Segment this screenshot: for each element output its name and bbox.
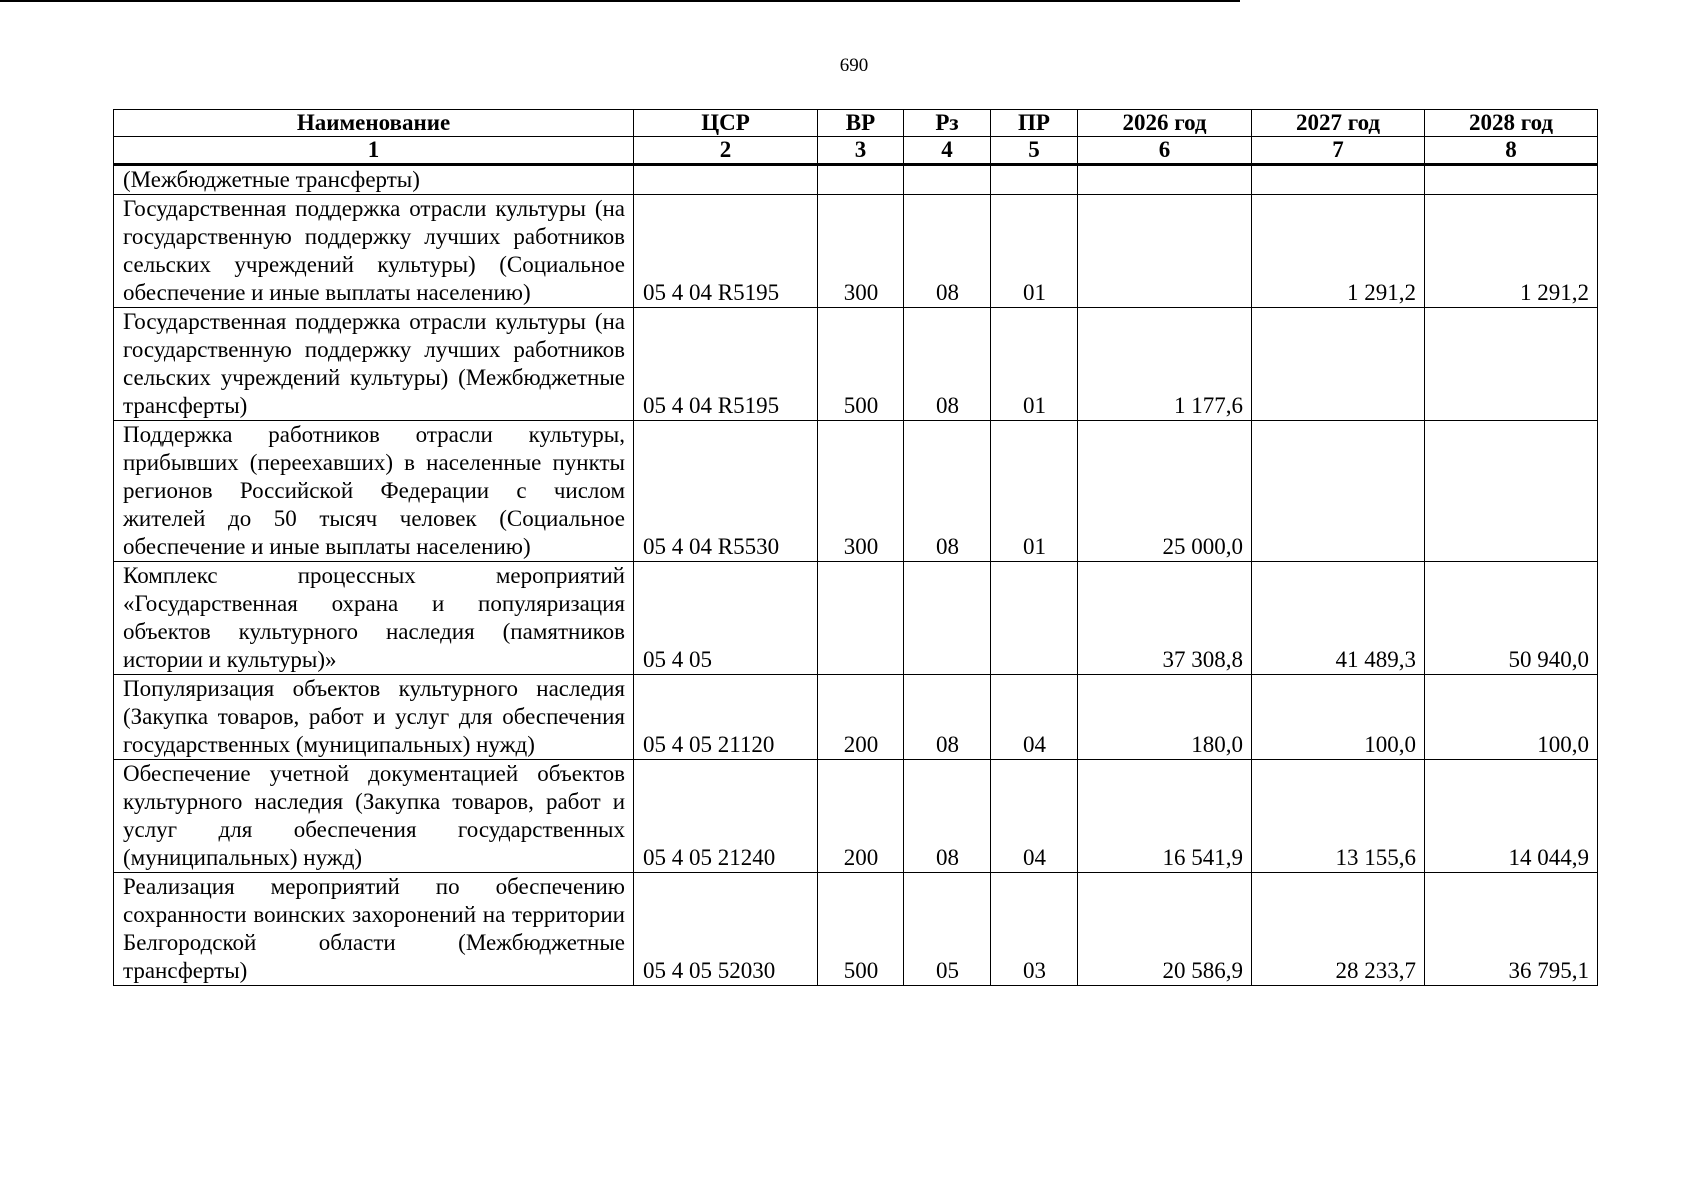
row-amount-2028: 50 940,0	[1425, 562, 1598, 675]
row-csr	[634, 165, 818, 195]
row-name: Реализация мероприятий по обеспечению сохранности воинских захоронений на территории Белгородской области (Межбюджетные трансферты)	[114, 873, 634, 986]
row-csr: 05 4 04 R5195	[634, 308, 818, 421]
row-pr	[991, 562, 1078, 675]
row-amount-2027: 13 155,6	[1252, 760, 1425, 873]
row-csr: 05 4 05 52030	[634, 873, 818, 986]
row-amount-2026: 37 308,8	[1078, 562, 1252, 675]
column-number: 1	[114, 137, 634, 165]
header-rz: Рз	[904, 110, 991, 137]
table-row	[114, 308, 1598, 421]
budget-table	[113, 109, 1598, 986]
column-number: 7	[1252, 137, 1425, 165]
row-amount-2027: 100,0	[1252, 675, 1425, 760]
row-amount-2026: 1 177,6	[1078, 308, 1252, 421]
row-rz	[904, 165, 991, 195]
row-pr: 04	[991, 675, 1078, 760]
header-2027: 2027 год	[1252, 110, 1425, 137]
row-amount-2028	[1425, 308, 1598, 421]
row-pr: 01	[991, 308, 1078, 421]
row-pr: 04	[991, 760, 1078, 873]
page-number: 690	[839, 55, 869, 76]
row-name: Государственная поддержка отрасли культуры (на государственную поддержку лучших работников сельских учреждений культуры) (Межбюджетные трансферты)	[114, 308, 634, 421]
row-csr: 05 4 05	[634, 562, 818, 675]
header-2028: 2028 год	[1425, 110, 1598, 137]
table-row	[114, 873, 1598, 986]
header-2026: 2026 год	[1078, 110, 1252, 137]
row-vr: 500	[818, 308, 904, 421]
row-csr: 05 4 05 21240	[634, 760, 818, 873]
row-rz: 08	[904, 308, 991, 421]
row-amount-2026: 180,0	[1078, 675, 1252, 760]
row-amount-2027	[1252, 165, 1425, 195]
table-row	[114, 562, 1598, 675]
row-amount-2027: 1 291,2	[1252, 195, 1425, 308]
row-vr	[818, 562, 904, 675]
row-pr: 01	[991, 195, 1078, 308]
column-number-row	[114, 137, 1598, 165]
row-csr: 05 4 05 21120	[634, 675, 818, 760]
column-number: 8	[1425, 137, 1598, 165]
row-amount-2027: 41 489,3	[1252, 562, 1425, 675]
column-number: 5	[991, 137, 1078, 165]
row-amount-2026: 16 541,9	[1078, 760, 1252, 873]
row-name: Государственная поддержка отрасли культуры (на государственную поддержку лучших работников сельских учреждений культуры) (Социальное обеспечение и иные выплаты населению)	[114, 195, 634, 308]
table-row	[114, 195, 1598, 308]
table-row	[114, 760, 1598, 873]
row-vr: 500	[818, 873, 904, 986]
row-amount-2026: 20 586,9	[1078, 873, 1252, 986]
row-amount-2028: 1 291,2	[1425, 195, 1598, 308]
row-csr: 05 4 04 R5530	[634, 421, 818, 562]
column-number: 2	[634, 137, 818, 165]
row-vr: 300	[818, 421, 904, 562]
row-amount-2027: 28 233,7	[1252, 873, 1425, 986]
row-amount-2026: 25 000,0	[1078, 421, 1252, 562]
row-rz: 08	[904, 421, 991, 562]
header-pr: ПР	[991, 110, 1078, 137]
row-pr	[991, 165, 1078, 195]
row-amount-2028: 36 795,1	[1425, 873, 1598, 986]
column-number: 6	[1078, 137, 1252, 165]
row-amount-2028	[1425, 421, 1598, 562]
row-amount-2027	[1252, 308, 1425, 421]
row-amount-2028: 14 044,9	[1425, 760, 1598, 873]
row-vr	[818, 165, 904, 195]
row-amount-2026	[1078, 195, 1252, 308]
row-rz: 08	[904, 675, 991, 760]
row-rz: 08	[904, 760, 991, 873]
row-pr: 01	[991, 421, 1078, 562]
column-number: 4	[904, 137, 991, 165]
row-amount-2027	[1252, 421, 1425, 562]
top-rule	[0, 0, 1240, 2]
row-name: (Межбюджетные трансферты)	[114, 165, 634, 195]
header-csr: ЦСР	[634, 110, 818, 137]
row-pr: 03	[991, 873, 1078, 986]
table-row	[114, 165, 1598, 195]
row-rz	[904, 562, 991, 675]
table-row	[114, 675, 1598, 760]
row-rz: 05	[904, 873, 991, 986]
row-name: Популяризация объектов культурного наследия (Закупка товаров, работ и услуг для обеспечения государственных (муниципальных) нужд)	[114, 675, 634, 760]
row-name: Комплекс процессных мероприятий «Государственная охрана и популяризация объектов культурного наследия (памятников истории и культуры)»	[114, 562, 634, 675]
row-vr: 200	[818, 675, 904, 760]
row-name: Обеспечение учетной документацией объектов культурного наследия (Закупка товаров, работ и услуг для обеспечения государственных (муниципальных) нужд)	[114, 760, 634, 873]
row-csr: 05 4 04 R5195	[634, 195, 818, 308]
header-row	[114, 110, 1598, 137]
header-name: Наименование	[114, 110, 634, 137]
row-vr: 300	[818, 195, 904, 308]
table-row	[114, 421, 1598, 562]
row-name: Поддержка работников отрасли культуры, прибывших (переехавших) в населенные пункты регионов Российской Федерации с числом жителей до 50 тысяч человек (Социальное обеспечение и иные выплаты населению)	[114, 421, 634, 562]
row-amount-2026	[1078, 165, 1252, 195]
header-vr: ВР	[818, 110, 904, 137]
row-vr: 200	[818, 760, 904, 873]
row-rz: 08	[904, 195, 991, 308]
row-amount-2028	[1425, 165, 1598, 195]
row-amount-2028: 100,0	[1425, 675, 1598, 760]
column-number: 3	[818, 137, 904, 165]
